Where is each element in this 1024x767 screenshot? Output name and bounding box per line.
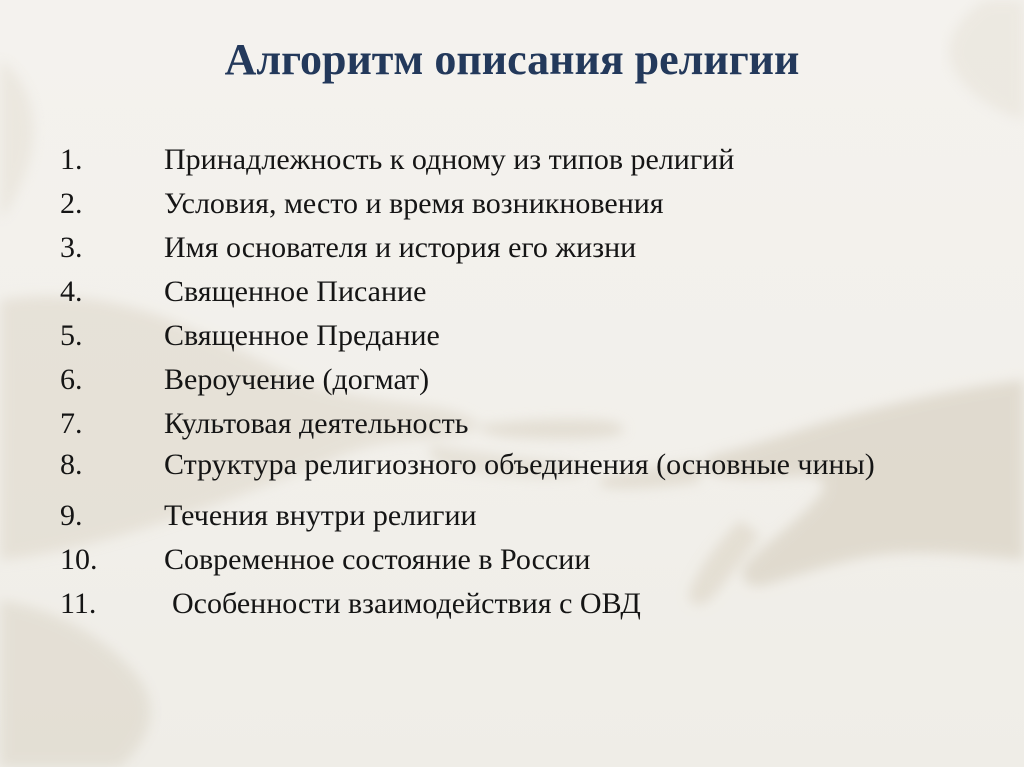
item-text: Вероучение (догмат) [164,363,430,396]
list-item [60,496,940,536]
item-number: 3. [60,231,83,264]
slide-title: Алгоритм описания религии [224,35,800,84]
item-number: 9. [60,499,83,532]
item-number: 2. [60,187,83,220]
item-text: Священное Писание [164,275,427,308]
list-item [60,272,940,312]
item-text: Условия, место и время возникновения [164,187,664,220]
list-item [60,360,940,400]
list-item [60,448,940,488]
item-number: 7. [60,407,83,440]
item-text: Структура религиозного объединения (основные чины) [164,448,875,481]
item-text: Священное Предание [164,319,440,352]
item-text: Современное состояние в России [164,543,591,576]
item-number: 10. [60,543,98,576]
list-item [60,540,940,580]
list-item [60,184,940,224]
list-item [60,316,940,356]
list-item [60,140,940,180]
algorithm-list [60,140,940,628]
item-text: Культовая деятельность [164,407,469,440]
item-number: 1. [60,143,83,176]
item-text: Течения внутри религии [164,499,477,532]
list-item [60,228,940,268]
item-text: Принадлежность к одному из типов религий [164,143,735,176]
item-number: 5. [60,319,83,352]
list-item [60,584,940,624]
item-number: 4. [60,275,83,308]
item-text: Особенности взаимодействия с ОВД [172,587,641,620]
item-number: 8. [60,448,83,481]
list-item [60,404,940,444]
item-number: 11. [60,587,97,620]
item-number: 6. [60,363,83,396]
item-text: Имя основателя и история его жизни [164,231,637,264]
